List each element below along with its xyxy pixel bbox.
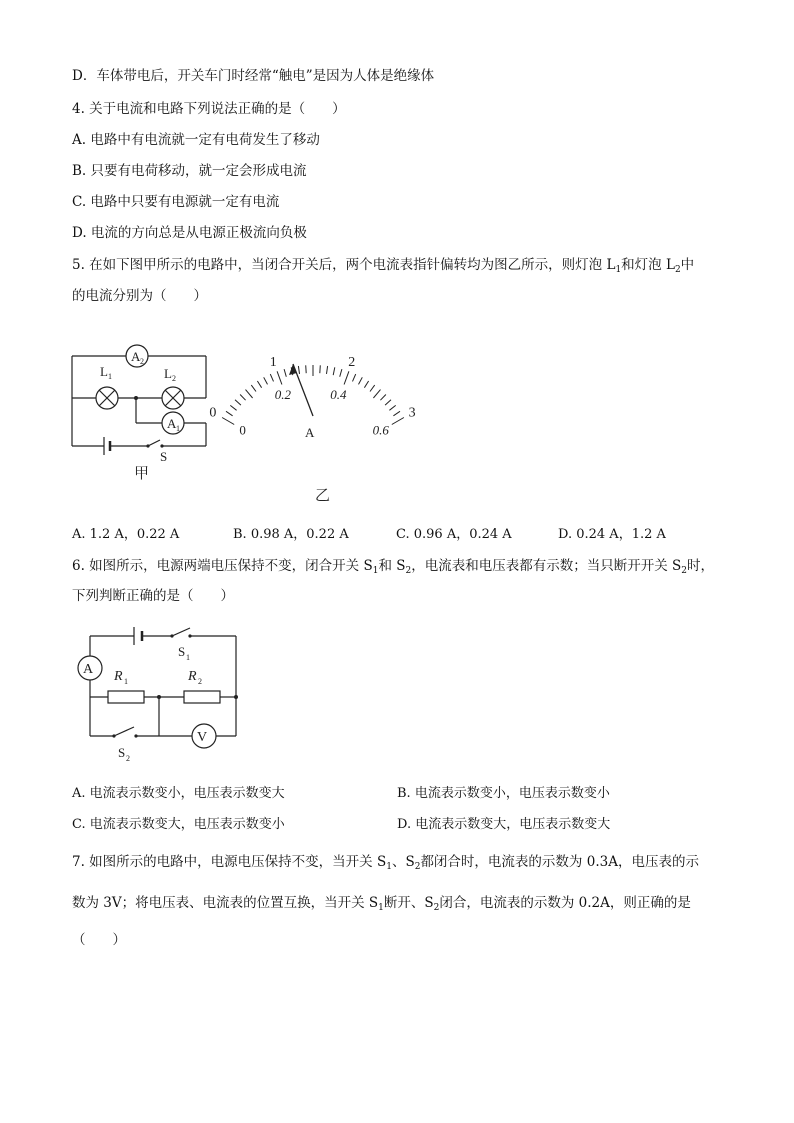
q4-option-d: D. 电流的方向总是从电源正极流向负极 [72,225,307,241]
dial-lower-tick-label: 0.4 [330,386,347,402]
dial-upper-tick-label: 2 [348,354,356,370]
q5-option-a: A. 1.2 A，0.22 A [72,527,180,542]
dial-tick [359,377,363,384]
svg-text:1: 1 [124,677,128,686]
dial-tick [222,418,234,425]
dial-tick [230,405,236,410]
dial-tick [333,367,335,375]
dial-tick [370,385,375,391]
dial-tick [327,366,328,374]
dial-tick [298,366,299,374]
q7-stem-line3: （ ） [72,932,126,948]
ammeter-a1-label: A [167,416,177,431]
q6-option-c: C. 电流表示数变大，电压表示数变小 [72,817,285,832]
q6-stem-line1: 6. 如图所示，电源两端电压保持不变，闭合开关 $S_1$和 $S_2$，电流表和电压表都有示数；当只断开开关 $S_2$时， [72,558,715,576]
dial-tick [353,374,356,381]
dial-tick [364,381,368,388]
figure-yi-ammeter-dial [205,320,420,510]
dial-tick [392,418,404,425]
svg-text:1: 1 [186,653,190,662]
svg-text:1: 1 [108,372,112,381]
dial-tick [226,411,233,416]
q4-option-a: A. 电路中有电流就一定有电荷发生了移动 [72,132,320,148]
switch-s-label: S [160,449,168,464]
dial-tick [264,377,268,384]
dial-upper-tick-label: 0 [209,405,217,421]
resistor-r1-icon [108,691,144,703]
q7-stem-line2: 数为 3V；将电压表、电流表的位置互换，当开关 $S_1$断开、$S_2$闭合，电流表的示数为 0.2A，则正确的是 [72,895,691,913]
q4-stem: 4. 关于电流和电路下列说法正确的是（ ） [72,101,346,117]
resistor-r2-icon [184,691,220,703]
lamp-l1-label: L [100,364,108,379]
switch-s2-label: S [118,745,126,760]
dial-tick [344,371,349,384]
svg-text:2: 2 [140,357,144,366]
dial-tick [284,369,286,377]
voltmeter-label: V [197,730,208,745]
q5-stem-line2: 的电流分别为（ ） [72,288,207,304]
dial-lower-tick-label: 0.2 [274,386,292,402]
q6-stem-line2: 下列判断正确的是（ ） [72,588,234,604]
q7-stem-line1: 7. 如图所示的电路中，电源电压保持不变，当开关 $S_1$、$S_2$都闭合时，电流表的示数为 0.3A，电压表的示 [72,854,699,872]
dial-tick [277,371,282,384]
svg-text:2: 2 [198,677,202,686]
dial-tick [306,365,307,373]
dial-tick [251,385,256,391]
figure-jia-caption: 甲 [134,466,150,482]
svg-text:2: 2 [126,754,130,763]
dial-tick [257,381,261,388]
lamp-l2-label: L [164,366,172,381]
q5-option-b: B. 0.98 A，0.22 A [233,527,349,542]
dial-tick [373,390,380,398]
dial-tick [393,411,400,416]
q4-option-b: B. 只要有电荷移动，就一定会形成电流 [72,163,307,179]
dial-tick [246,390,253,398]
dial-tick [340,369,342,377]
resistor-r2-label: R [188,669,197,684]
resistor-r1-label: R [114,669,123,684]
q5-option-d: D. 0.24 A，1.2 A [558,527,666,542]
q5-option-c: C. 0.96 A，0.24 A [396,527,512,542]
dial-tick [240,395,246,401]
dial-unit-label: A [305,425,315,440]
dial-lower-tick-label: 0.6 [372,422,389,438]
dial-upper-tick-label: 1 [269,354,277,370]
ammeter-label: A [83,662,94,677]
svg-text:2: 2 [172,374,176,383]
q6-option-b: B. 电流表示数变小，电压表示数变小 [397,786,610,801]
figure-jia-circuit [60,330,220,485]
ammeter-a2-label: A [131,349,141,364]
q3-option-d: D．车体带电后，开关车门时经常“触电”是因为人体是绝缘体 [72,68,435,84]
q6-option-d: D. 电流表示数变大，电压表示数变大 [397,817,611,832]
dial-tick [320,365,321,373]
q5-stem-line1: 5. 在如下图甲所示的电路中，当闭合开关后，两个电流表指针偏转均为图乙所示，则灯泡 $L_1$和灯泡 $L_2$中 [72,257,695,275]
dial-tick [389,405,395,410]
figure-q6-circuit [70,620,250,770]
dial-lower-tick-label: 0 [239,422,246,438]
dial-tick [385,400,391,405]
q6-option-a: A. 电流表示数变小，电压表示数变大 [72,786,285,801]
dial-tick [270,374,273,381]
figure-yi-caption: 乙 [315,488,331,504]
svg-text:1: 1 [176,424,180,433]
q4-option-c: C. 电路中只要有电源就一定有电流 [72,194,280,210]
dial-upper-tick-label: 3 [408,405,416,421]
switch-s1-label: S [178,644,186,659]
dial-tick [235,400,241,405]
dial-tick [380,395,386,401]
